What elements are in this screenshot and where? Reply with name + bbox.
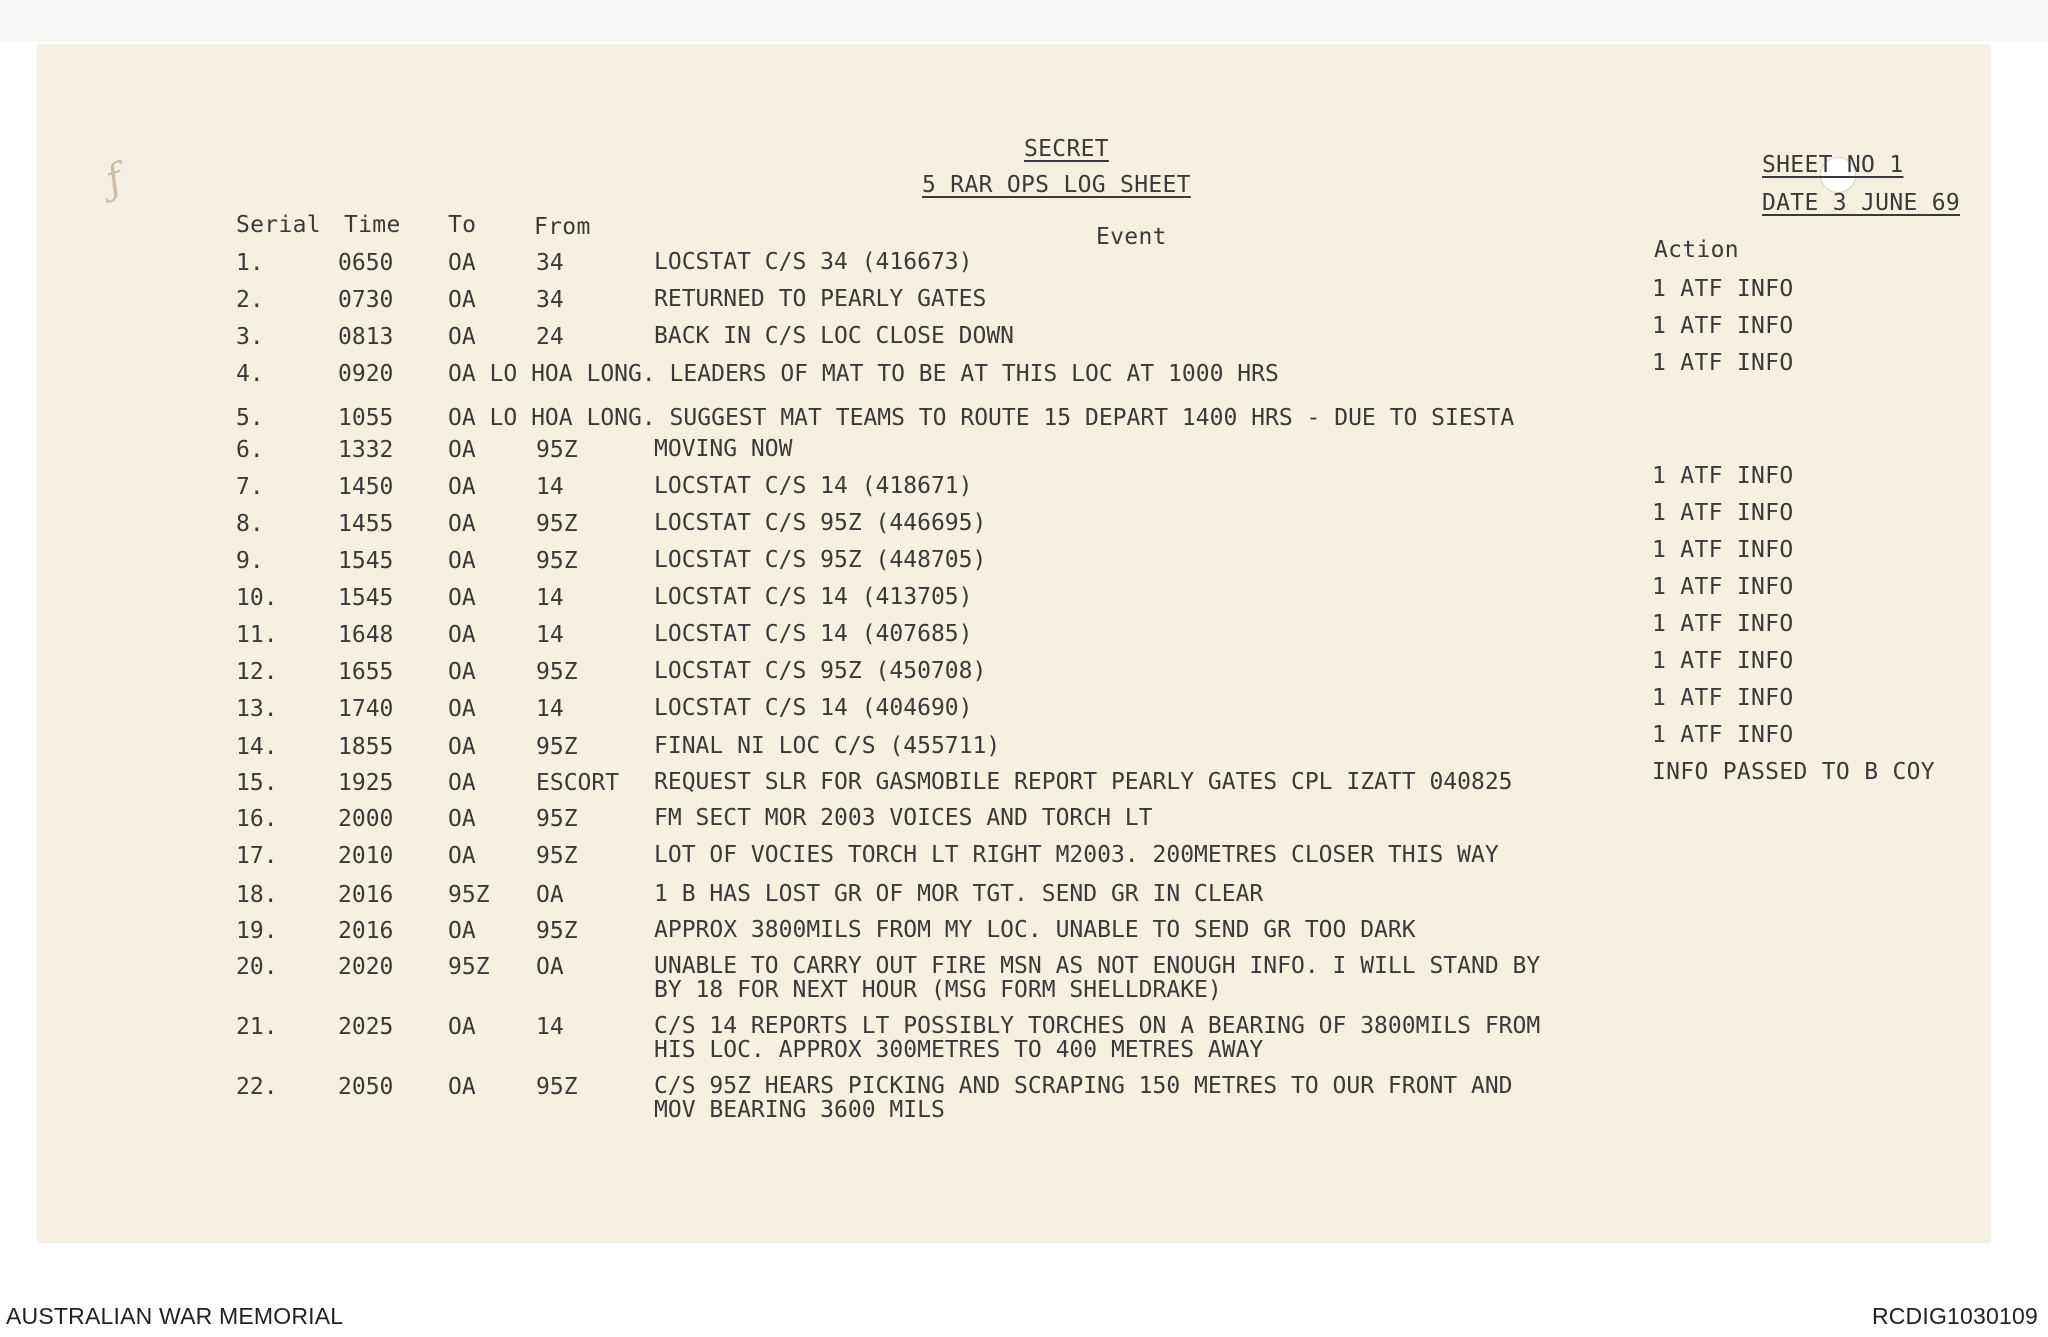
table-row (0, 324, 1700, 354)
serial-cell: 18. (236, 882, 278, 908)
time-cell: 1855 (338, 734, 394, 760)
from-cell: OA (536, 954, 564, 980)
time-cell: 0730 (338, 287, 394, 313)
event-cell (654, 437, 792, 461)
serial-cell: 2. (236, 287, 264, 313)
event-cell (654, 1014, 1540, 1062)
to-cell: OA (448, 806, 476, 832)
table-row (0, 437, 1700, 467)
action-cell: 1 ATF INFO (1652, 500, 1794, 526)
table-row (0, 511, 1700, 541)
event-cell (654, 843, 1499, 867)
event-cell (654, 1074, 1513, 1122)
action-cell: 1 ATF INFO (1652, 574, 1794, 600)
from-cell: 14 (536, 474, 564, 500)
event-cell (654, 548, 986, 572)
time-cell: 2010 (338, 843, 394, 869)
action-cell: 1 ATF INFO (1652, 685, 1794, 711)
table-row (0, 696, 1700, 726)
time-cell: 2016 (338, 918, 394, 944)
time-cell: 2000 (338, 806, 394, 832)
table-row (0, 361, 1700, 391)
from-cell: OA (536, 882, 564, 908)
time-cell: 1455 (338, 511, 394, 537)
action-cell: 1 ATF INFO (1652, 350, 1794, 376)
to-cell: OA (448, 548, 476, 574)
to-cell: OA (448, 1074, 476, 1100)
event-line: LOCSTAT C/S 95Z (450708) (654, 658, 987, 684)
serial-cell: 14. (236, 734, 278, 760)
from-cell: 95Z (536, 437, 578, 463)
table-row (0, 287, 1700, 317)
time-cell: 2016 (338, 882, 394, 908)
time-cell: 1925 (338, 770, 394, 796)
event-cell (654, 918, 1416, 942)
event-line: LOCSTAT C/S 14 (418671) (654, 473, 973, 499)
event-line: UNABLE TO CARRY OUT FIRE MSN AS NOT ENOUGH INFO. I WILL STAND BY (654, 953, 1541, 979)
event-line: LOCSTAT C/S 34 (416673) (654, 249, 973, 275)
event-line: BY 18 FOR NEXT HOUR (MSG FORM SHELLDRAKE) (654, 977, 1222, 1003)
serial-cell: 12. (236, 659, 278, 685)
classification-heading: SECRET (1024, 136, 1109, 162)
from-cell: 14 (536, 696, 564, 722)
serial-cell: 13. (236, 696, 278, 722)
serial-cell: 3. (236, 324, 264, 350)
table-row (0, 918, 1700, 948)
serial-cell: 22. (236, 1074, 278, 1100)
action-cell: 1 ATF INFO (1652, 276, 1794, 302)
to-cell: OA (448, 734, 476, 760)
to-cell: OA (448, 770, 476, 796)
time-cell: 0920 (338, 361, 394, 387)
event-cell (654, 734, 1000, 758)
event-line: C/S 14 REPORTS LT POSSIBLY TORCHES ON A BEARING OF 3800MILS FROM (654, 1013, 1541, 1039)
event-line: FINAL NI LOC C/S (455711) (654, 733, 1001, 759)
time-cell: 1655 (338, 659, 394, 685)
time-cell: 1055 (338, 405, 394, 431)
table-row (0, 734, 1700, 764)
from-cell: 95Z (536, 1074, 578, 1100)
from-cell: 14 (536, 1014, 564, 1040)
event-cell (654, 511, 986, 535)
time-cell: 1545 (338, 548, 394, 574)
scan-background-top (0, 0, 2048, 42)
action-cell: 1 ATF INFO (1652, 722, 1794, 748)
serial-cell: 17. (236, 843, 278, 869)
table-row (0, 548, 1700, 578)
event-cell (654, 622, 973, 646)
table-row (0, 585, 1700, 615)
event-line: RETURNED TO PEARLY GATES (654, 286, 987, 312)
to-cell: OA (448, 585, 476, 611)
to-cell: OA (448, 250, 476, 276)
event-cell (654, 696, 973, 720)
time-cell: 2050 (338, 1074, 394, 1100)
serial-cell: 20. (236, 954, 278, 980)
table-row (0, 659, 1700, 689)
table-row (0, 405, 1700, 435)
event-line: LOCSTAT C/S 95Z (448705) (654, 547, 987, 573)
column-header-serial: Serial (236, 212, 321, 238)
from-cell: 95Z (536, 734, 578, 760)
action-cell: 1 ATF INFO (1652, 611, 1794, 637)
event-cell (654, 585, 973, 609)
serial-cell: 5. (236, 405, 264, 431)
pencil-mark: ƒ (100, 155, 129, 204)
from-cell: 14 (536, 585, 564, 611)
table-row (0, 474, 1700, 504)
event-cell (654, 659, 986, 683)
footer-record-id: RCDIG1030109 (1871, 1303, 2038, 1329)
to-cell: OA (448, 659, 476, 685)
time-cell: 1648 (338, 622, 394, 648)
to-cell: OA (448, 287, 476, 313)
footer-institution: AUSTRALIAN WAR MEMORIAL (6, 1303, 344, 1329)
event-line: BACK IN C/S LOC CLOSE DOWN (654, 323, 1015, 349)
action-cell: 1 ATF INFO (1652, 537, 1794, 563)
column-header-event: Event (1096, 224, 1167, 250)
table-row (0, 622, 1700, 652)
action-cell: 1 ATF INFO (1652, 463, 1794, 489)
from-cell: 95Z (536, 659, 578, 685)
event-cell: OA LO HOA LONG. LEADERS OF MAT TO BE AT THIS LOC AT 1000 HRS (448, 361, 1279, 387)
to-cell: OA (448, 622, 476, 648)
to-cell: OA (448, 696, 476, 722)
to-cell: OA (448, 437, 476, 463)
event-line: LOCSTAT C/S 14 (404690) (654, 695, 973, 721)
event-cell (654, 474, 973, 498)
action-cell: 1 ATF INFO (1652, 648, 1794, 674)
from-cell: 34 (536, 287, 564, 313)
event-cell (654, 806, 1153, 830)
from-cell: ESCORT (536, 770, 620, 796)
column-header-from: From (534, 214, 591, 240)
time-cell: 1740 (338, 696, 394, 722)
time-cell: 1450 (338, 474, 394, 500)
event-cell (654, 770, 1513, 794)
event-line: MOVING NOW (654, 436, 793, 462)
table-row (0, 1013, 1700, 1063)
table-row (0, 1073, 1700, 1123)
event-line: MOV BEARING 3600 MILS (654, 1097, 945, 1123)
time-cell: 1545 (338, 585, 394, 611)
event-line: LOCSTAT C/S 95Z (446695) (654, 510, 987, 536)
to-cell: OA (448, 324, 476, 350)
serial-cell: 1. (236, 250, 264, 276)
column-header-to: To (448, 212, 477, 238)
from-cell: 95Z (536, 918, 578, 944)
table-row (0, 843, 1700, 873)
to-cell: OA (448, 511, 476, 537)
action-cell: 1 ATF INFO (1652, 313, 1794, 339)
time-cell: 2020 (338, 954, 394, 980)
time-cell: 2025 (338, 1014, 394, 1040)
serial-cell: 15. (236, 770, 278, 796)
from-cell: 34 (536, 250, 564, 276)
serial-cell: 19. (236, 918, 278, 944)
event-line: LOCSTAT C/S 14 (413705) (654, 584, 973, 610)
serial-cell: 4. (236, 361, 264, 387)
serial-cell: 7. (236, 474, 264, 500)
column-header-time: Time (344, 212, 401, 238)
sheet-number: SHEET NO 1 (1762, 152, 1904, 178)
page-title: 5 RAR OPS LOG SHEET (922, 172, 1191, 198)
table-row (0, 953, 1700, 1003)
event-line: HIS LOC. APPROX 300METRES TO 400 METRES AWAY (654, 1037, 1264, 1063)
event-cell (654, 324, 1014, 348)
serial-cell: 8. (236, 511, 264, 537)
event-cell (654, 882, 1263, 906)
event-line: APPROX 3800MILS FROM MY LOC. UNABLE TO SEND GR TOO DARK (654, 917, 1416, 943)
from-cell: 95Z (536, 511, 578, 537)
from-cell: 95Z (536, 548, 578, 574)
from-cell: 95Z (536, 806, 578, 832)
to-cell: 95Z (448, 954, 490, 980)
serial-cell: 6. (236, 437, 264, 463)
to-cell: OA (448, 474, 476, 500)
event-line: 1 B HAS LOST GR OF MOR TGT. SEND GR IN CLEAR (654, 881, 1264, 907)
serial-cell: 9. (236, 548, 264, 574)
event-line: FM SECT MOR 2003 VOICES AND TORCH LT (654, 805, 1153, 831)
from-cell: 14 (536, 622, 564, 648)
event-line: LOCSTAT C/S 14 (407685) (654, 621, 973, 647)
sheet-date: DATE 3 JUNE 69 (1762, 190, 1961, 216)
time-cell: 1332 (338, 437, 394, 463)
to-cell: 95Z (448, 882, 490, 908)
event-cell (654, 250, 973, 274)
from-cell: 24 (536, 324, 564, 350)
event-cell: OA LO HOA LONG. SUGGEST MAT TEAMS TO ROUTE 15 DEPART 1400 HRS - DUE TO SIESTA (448, 405, 1515, 431)
serial-cell: 16. (236, 806, 278, 832)
time-cell: 0650 (338, 250, 394, 276)
event-line: REQUEST SLR FOR GASMOBILE REPORT PEARLY GATES CPL IZATT 040825 (654, 769, 1513, 795)
action-cell: INFO PASSED TO B COY (1652, 759, 1935, 785)
event-line: LOT OF VOCIES TORCH LT RIGHT M2003. 200METRES CLOSER THIS WAY (654, 842, 1499, 868)
event-cell (654, 287, 986, 311)
time-cell: 0813 (338, 324, 394, 350)
serial-cell: 11. (236, 622, 278, 648)
from-cell: 95Z (536, 843, 578, 869)
to-cell: OA (448, 1014, 476, 1040)
event-cell (654, 954, 1540, 1002)
serial-cell: 10. (236, 585, 278, 611)
table-row (0, 250, 1700, 280)
event-line: C/S 95Z HEARS PICKING AND SCRAPING 150 METRES TO OUR FRONT AND (654, 1073, 1513, 1099)
table-row (0, 806, 1700, 836)
to-cell: OA (448, 843, 476, 869)
table-row (0, 770, 1700, 800)
serial-cell: 21. (236, 1014, 278, 1040)
to-cell: OA (448, 918, 476, 944)
column-header-action: Action (1654, 237, 1739, 263)
table-row (0, 882, 1700, 912)
